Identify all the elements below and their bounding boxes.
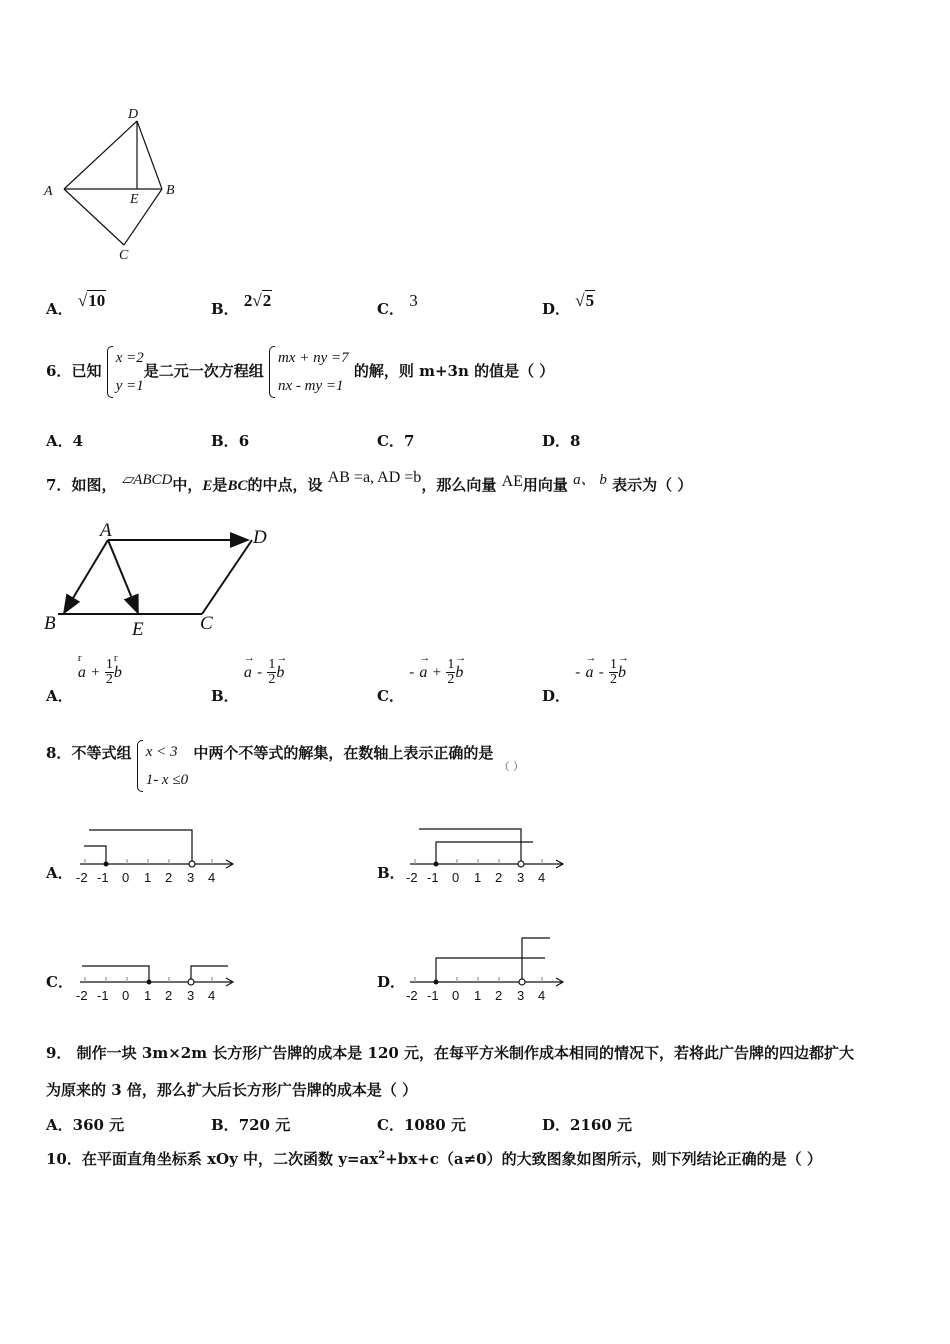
svg-text:4: 4 bbox=[538, 988, 546, 1003]
q7-option-b[interactable]: B． → a - $\frac{1}{2}$ → b bbox=[211, 651, 288, 705]
label-E: E bbox=[130, 192, 139, 207]
q8-option-c[interactable]: C． bbox=[46, 973, 73, 991]
q6-system-2: mx + ny =7 nx - my =1 bbox=[269, 344, 349, 400]
svg-text:-2: -2 bbox=[406, 988, 418, 1003]
svg-text:3: 3 bbox=[517, 870, 525, 885]
q9-option-a[interactable]: A．360 元 bbox=[46, 1116, 125, 1134]
svg-text:3: 3 bbox=[517, 988, 525, 1003]
svg-text:-2: -2 bbox=[76, 988, 88, 1003]
q8-option-b[interactable]: B． bbox=[377, 864, 405, 882]
svg-text:-2: -2 bbox=[76, 870, 88, 885]
svg-text:-1: -1 bbox=[97, 988, 109, 1003]
q6-option-b[interactable]: B．6 bbox=[211, 432, 250, 450]
q8-option-d[interactable]: D． bbox=[377, 973, 406, 991]
svg-text:1: 1 bbox=[144, 870, 152, 885]
q5-option-b[interactable]: B． 2√2 bbox=[211, 291, 272, 318]
svg-text:4: 4 bbox=[538, 870, 546, 885]
number-line-d bbox=[402, 934, 572, 1010]
svg-text:-2: -2 bbox=[406, 870, 418, 885]
svg-text:1: 1 bbox=[474, 988, 482, 1003]
svg-text:2: 2 bbox=[165, 988, 173, 1003]
svg-text:0: 0 bbox=[122, 988, 130, 1003]
label-B: B bbox=[166, 183, 175, 198]
svg-text:4: 4 bbox=[208, 870, 216, 885]
q7-option-c[interactable]: C． - → a + $\frac{1}{2}$ → b bbox=[377, 651, 467, 705]
q9-option-b[interactable]: B．720 元 bbox=[211, 1116, 291, 1134]
q6-option-d[interactable]: D．8 bbox=[542, 432, 581, 450]
p-label-B: B bbox=[44, 613, 56, 634]
q5-option-d[interactable]: D． √5 bbox=[542, 291, 595, 318]
p-label-D: D bbox=[253, 527, 267, 548]
p-label-C: C bbox=[200, 613, 213, 634]
p-label-E: E bbox=[132, 619, 144, 640]
svg-text:-1: -1 bbox=[97, 870, 109, 885]
number-line-b bbox=[402, 822, 572, 892]
svg-text:1: 1 bbox=[144, 988, 152, 1003]
q7-stem: 7．如图， ▱ABCD中，E是BC的中点，设 AB =a, AD =b，那么向量 AE用向量 a、 b 表示为（ ） bbox=[46, 469, 693, 494]
q6-option-c[interactable]: C．7 bbox=[377, 432, 415, 450]
svg-text:1: 1 bbox=[474, 870, 482, 885]
q6-stem: 6．已知 x =2 y =1 是二元一次方程组 mx + ny =7 nx - my =1 的解，则 m+3n 的值是（ ） bbox=[46, 343, 554, 400]
q8-option-a[interactable]: A． bbox=[46, 864, 73, 882]
svg-text:-1: -1 bbox=[427, 870, 439, 885]
svg-text:2: 2 bbox=[495, 870, 503, 885]
q9-option-d[interactable]: D．2160 元 bbox=[542, 1116, 632, 1134]
svg-text:0: 0 bbox=[452, 988, 460, 1003]
svg-text:4: 4 bbox=[208, 988, 216, 1003]
svg-text:2: 2 bbox=[165, 870, 173, 885]
q5-option-a[interactable]: A． √10 bbox=[46, 291, 106, 318]
p-label-A: A bbox=[100, 520, 112, 541]
svg-text:-1: -1 bbox=[427, 988, 439, 1003]
svg-text:0: 0 bbox=[452, 870, 460, 885]
number-line-a bbox=[72, 822, 242, 892]
q7-option-a[interactable]: A． r a + $\frac{1}{2}$ r b bbox=[46, 651, 122, 705]
svg-text:3: 3 bbox=[187, 870, 195, 885]
q9-stem-line2: 为原来的 3 倍，那么扩大后长方形广告牌的成本是（ ） bbox=[46, 1081, 418, 1099]
q6-option-a[interactable]: A．4 bbox=[46, 432, 84, 450]
number-line-c bbox=[72, 940, 242, 1010]
q6-system-1: x =2 y =1 bbox=[107, 344, 144, 400]
q7-option-d[interactable]: D． - → a - $\frac{1}{2}$ → b bbox=[542, 651, 629, 705]
svg-text:3: 3 bbox=[187, 988, 195, 1003]
q9-stem-line1: 9． 制作一块 3m×2m 长方形广告牌的成本是 120 元，在每平方米制作成本相同的情况下，若将此广告牌的四边都扩大 bbox=[46, 1044, 855, 1062]
q8-stem: 8．不等式组 x < 3 1- x ≤0 中两个不等式的解集，在数轴上表示正确的是 （ ） bbox=[46, 738, 524, 794]
parallelogram-figure bbox=[40, 518, 280, 643]
label-A: A bbox=[44, 184, 53, 199]
q10-stem: 10．在平面直角坐标系 xOy 中，二次函数 $y=ax^2+bx+c(a\ne 0)$的大致图象如图所示，则下列结论正确的是（ ） bbox=[46, 1150, 822, 1168]
svg-text:0: 0 bbox=[122, 870, 130, 885]
label-D: D bbox=[128, 107, 139, 122]
label-C: C bbox=[119, 248, 129, 263]
quadrilateral-figure bbox=[40, 100, 190, 270]
svg-text:2: 2 bbox=[495, 988, 503, 1003]
q9-option-c[interactable]: C．1080 元 bbox=[377, 1116, 466, 1134]
q5-option-c[interactable]: C． 3 bbox=[377, 291, 418, 318]
q8-system: x < 3 1- x ≤0 bbox=[137, 738, 188, 794]
